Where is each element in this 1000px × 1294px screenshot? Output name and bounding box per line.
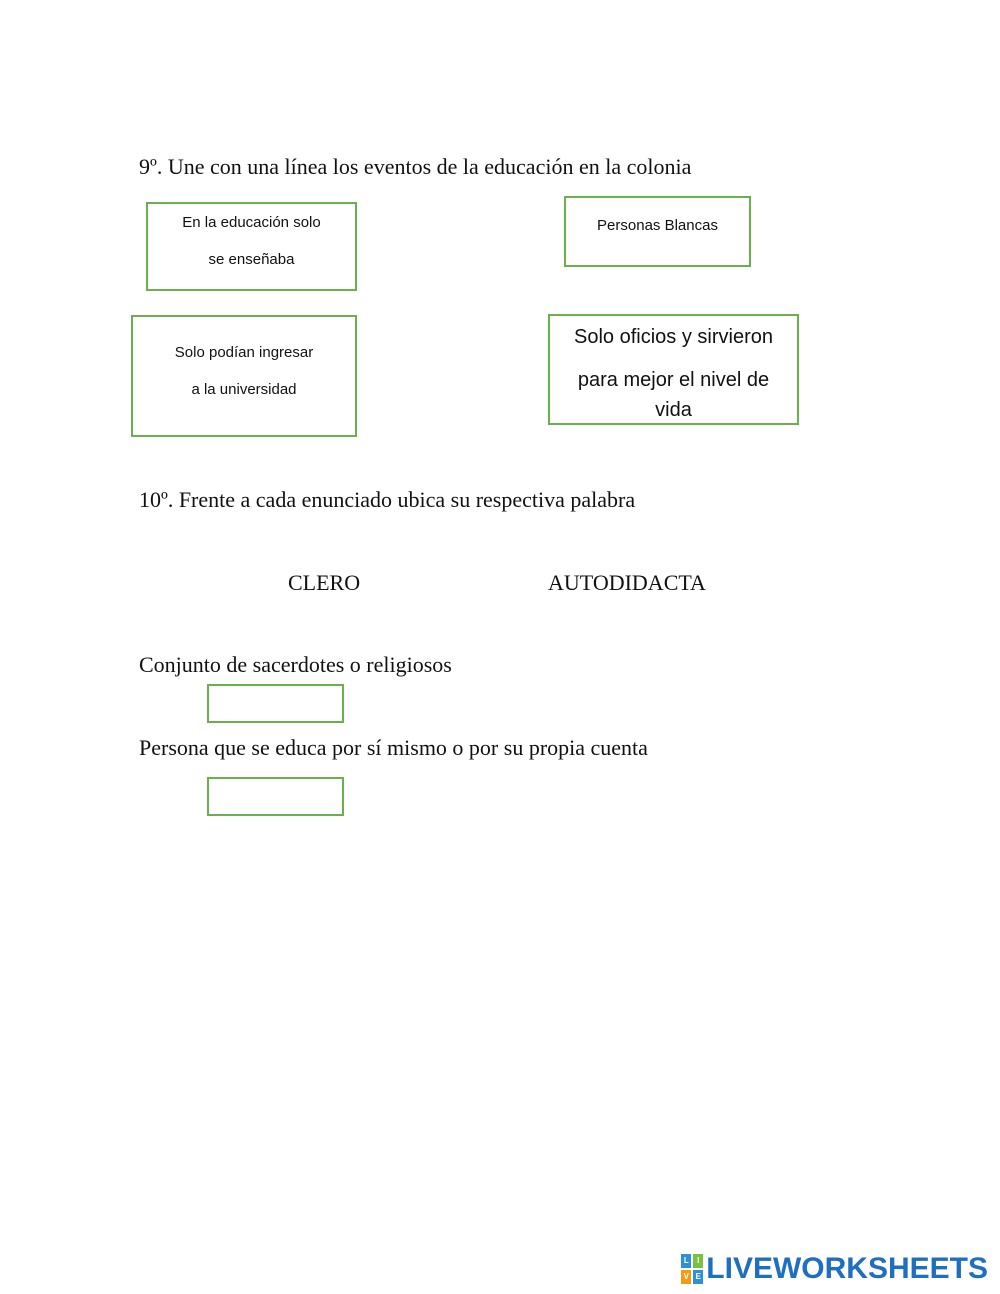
word-bank-autodidacta: AUTODIDACTA — [548, 570, 706, 595]
match-box-line: Solo oficios y sirvieron — [574, 326, 773, 348]
logo-letter: L — [681, 1254, 691, 1268]
statement-1: Conjunto de sacerdotes o religiosos — [139, 652, 452, 677]
brand-name: LIVEWORKSHEETS — [706, 1252, 988, 1285]
liveworksheets-logo — [681, 1250, 988, 1288]
question-10-title: 10º. Frente a cada enunciado ubica su respectiva palabra — [139, 487, 636, 512]
match-box-line: para mejor el nivel de — [577, 369, 770, 391]
match-box-line: a la universidad — [191, 381, 297, 398]
match-box-right-2[interactable] — [548, 314, 799, 425]
logo-letter: I — [693, 1254, 703, 1268]
statement-2: Persona que se educa por sí mismo o por su propia cuenta — [139, 735, 648, 760]
match-box-left-1[interactable] — [146, 202, 357, 291]
answer-input-2[interactable] — [207, 777, 344, 816]
match-box-line: se enseñaba — [208, 251, 295, 268]
word-bank-clero: CLERO — [288, 570, 361, 595]
match-box-left-2[interactable] — [131, 315, 357, 437]
match-box-line: Solo podían ingresar — [174, 344, 314, 361]
logo-letter: V — [681, 1270, 691, 1284]
match-box-right-1[interactable] — [564, 196, 751, 267]
logo-letter: E — [693, 1270, 703, 1284]
question-9-title: 9º. Une con una línea los eventos de la educación en la colonia — [139, 154, 692, 179]
liveworksheets-icon — [681, 1254, 703, 1284]
match-box-line: vida — [655, 399, 692, 421]
answer-input-1[interactable] — [207, 684, 344, 723]
match-box-line: En la educación solo — [182, 214, 321, 231]
match-box-line: Personas Blancas — [597, 217, 718, 234]
